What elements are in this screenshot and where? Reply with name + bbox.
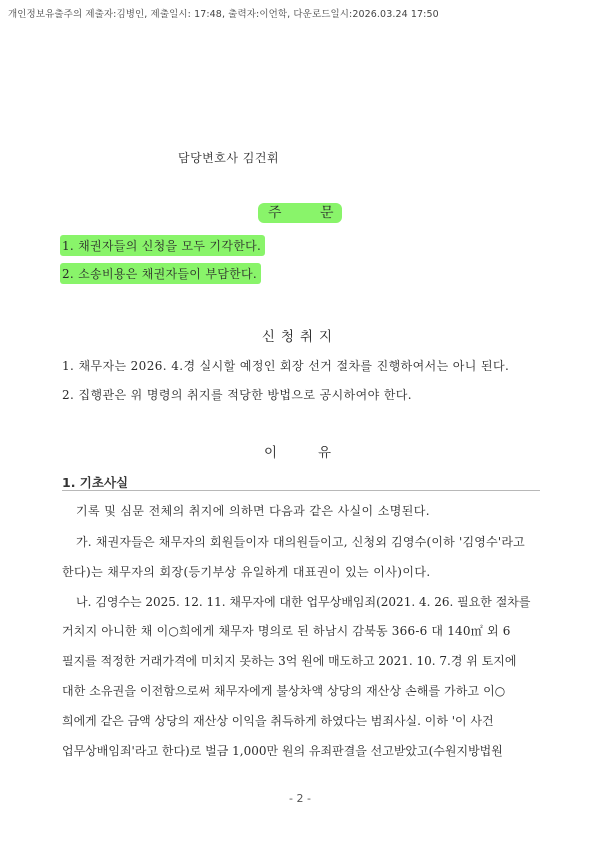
- petition-item-1: 1. 채무자는 2026. 4.경 실시할 예정인 회장 선거 절차를 진행하여서는 아니 된다.: [62, 359, 510, 373]
- order-heading: [258, 203, 342, 223]
- order-heading-char-2: 문: [320, 205, 334, 221]
- reasons-line-4: 나. 김영수는 2025. 12. 11. 채무자에 대한 업무상배임죄(2021. 4. 26. 필요한 절차를: [76, 595, 531, 609]
- reasons-line-5: 거치지 아니한 채 이○희에게 채무자 명의로 된 하남시 감북동 366-6 대 140㎡ 외 6: [62, 624, 511, 638]
- reasons-line-6: 필지를 적정한 거래가격에 미치지 못하는 3억 원에 매도하고 2021. 10. 7.경 위 토지에: [62, 654, 517, 668]
- petition-title: 신청취지: [261, 329, 339, 345]
- order-heading-char-1: 주: [268, 205, 282, 221]
- section-divider: [62, 490, 540, 491]
- reasons-line-9: 업무상배임죄'라고 한다)로 벌금 1,000만 원의 유죄판결을 선고받았고(수원지방법원: [62, 744, 503, 758]
- petition-item-2: 2. 집행관은 위 명령의 취지를 적당한 방법으로 공시하여야 한다.: [62, 388, 412, 402]
- reasons-line-8: 희에게 같은 금액 상당의 재산상 이익을 취득하게 하였다는 범죄사실. 이하 '이 사건: [62, 714, 494, 728]
- page-number: - 2 -: [289, 792, 311, 805]
- order-item-2: 2. 소송비용은 채권자들이 부담한다.: [62, 265, 257, 282]
- reasons-line-3: 한다)는 채무자의 회장(등기부상 유일하게 대표권이 있는 이사)이다.: [62, 565, 431, 579]
- reasons-title-char-1: 이: [264, 445, 278, 461]
- order-item-1: 1. 채권자들의 신청을 모두 기각한다.: [62, 237, 261, 254]
- section-heading: 1. 기초사실: [62, 475, 129, 490]
- reasons-line-7: 대한 소유권을 이전함으로써 채무자에게 불상차액 상당의 재산상 손해를 가하고 이○: [62, 684, 506, 698]
- reasons-title-char-2: 유: [318, 445, 332, 461]
- reasons-line-2: 가. 채권자들은 채무자의 회원들이자 대의원들이고, 신청외 김영수(이하 '김영수'라고: [76, 535, 525, 549]
- attorney-name: 담당변호사 김건휘: [178, 151, 280, 165]
- reasons-line-1: 기록 및 심문 전체의 취지에 의하면 다음과 같은 사실이 소명된다.: [76, 504, 430, 518]
- download-watermark: 개인정보유출주의 제출자:김병인, 제출일시: 17:48, 출력자:이언학, 다운로드일시:2026.03.24 17:50: [8, 9, 439, 20]
